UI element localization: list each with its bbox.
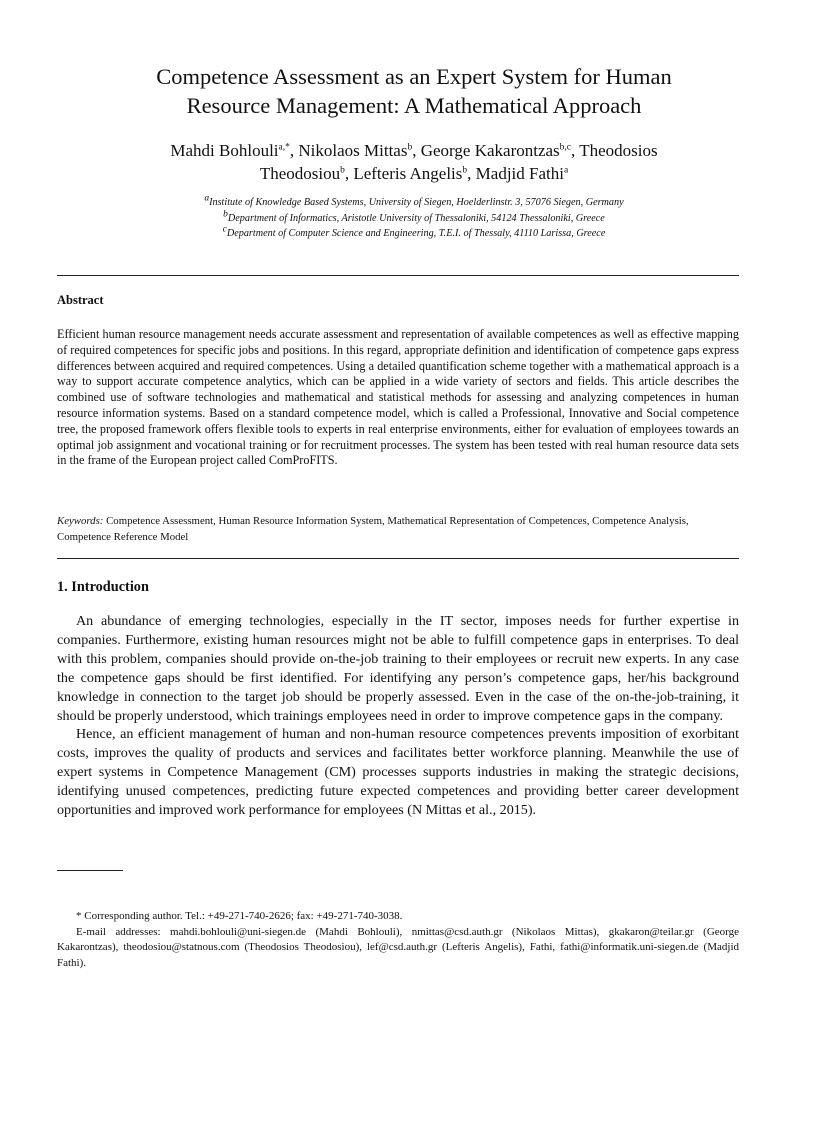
author-affiliation-mark: b,c [559,142,572,153]
author-affiliation-mark: b [340,165,345,176]
title-line-2: Resource Management: A Mathematical Approach [186,93,642,118]
keywords [57,514,739,545]
author-line-2: Theodosiou$^b$, Lefteris Angelis$^b$, Madjid Fathi$^a$ [259,164,569,183]
keywords-label: Keywords: [57,515,104,527]
affiliation [80,195,748,211]
author-affiliation-mark: b [407,142,413,153]
affiliation-text: Department of Informatics, Aristotle University of Thessaloniki, 54124 Thessaloniki, Greece [227,212,605,224]
author-affiliation-mark: a,* [278,142,290,153]
affiliation-list [80,195,748,242]
introduction-body [57,612,739,820]
footnotes [57,909,739,971]
affiliation-mark: a [204,193,210,204]
author-name-part: Theodosios [579,141,658,160]
affiliation-mark: c [222,224,227,235]
affiliation-text: Department of Computer Science and Engineering, T.E.I. of Thessaly, 41110 Larissa, Greece [226,228,606,239]
paper-title [80,62,748,120]
email-addresses-note: E-mail addresses: mahdi.bohlouli@uni-siegen.de (Mahdi Bohlouli), nmittas@csd.auth.gr (Nikolaos Mittas), gkakaron@teilar.gr (George Kakarontzas), theodosiou@statnous.com (Theodosios Theodosiou), lef@csd.auth.gr (Lefteris Angelis), Fathi, fathi@informatik.uni-siegen.de (Madjid Fathi). [57,925,739,969]
affiliation-text: Institute of Knowledge Based Systems, University of Siegen, Hoelderlinstr. 3, 57076 Siegen, Germany [209,197,624,208]
abstract-heading: Abstract [57,293,104,307]
affiliation [80,226,748,242]
keywords-text: Competence Assessment, Human Resource Information System, Mathematical Representation of Competences, Competence Analysis, Competence Reference Model [57,515,689,543]
affiliation-mark: b [223,209,228,220]
corresponding-author-note: * Corresponding author. Tel.: +49-271-740-2626; fax: +49-271-740-3038. [76,910,403,922]
paragraph: Hence, an efficient management of human and non-human resource competences prevents imposition of exorbitant costs, improves the quality of products and services and facilitates better workforce planning. Meanwhile the use of expert systems in Competence Management (CM) processes supports industries in making the strategic decisions, identifying unused competences, predicting future expected competences and providing better career development opportunities and improved work performance for employees (N Mittas et al., 2015). [57,726,739,819]
author-line-1: Mahdi Bohlouli$^{a,*}$, Nikolaos Mittas$^b$, George Kakarontzas$^{b,c}$, Theodosios [170,141,658,160]
section-heading-introduction: 1. Introduction [57,579,149,595]
author-affiliation-mark: b [462,165,468,176]
affiliation [80,211,748,227]
footnote-divider [57,870,123,871]
title-line-1: Competence Assessment as an Expert System for Human [156,64,672,89]
author-list [80,139,748,185]
author-name: Madjid Fathi [475,164,564,183]
abstract-divider [57,558,739,559]
author-affiliation-mark: a [563,165,569,176]
author-name: George Kakarontzas [420,141,560,160]
author-name-part: Theodosiou [259,164,341,183]
paragraph: An abundance of emerging technologies, especially in the IT sector, imposes needs for further expertise in companies. Furthermore, existing human resources might not be able to fulfill competence gaps in enterprises. To deal with this problem, companies should provide on-the-job training to their employees or recruit new experts. In any case the competence gaps should be first identified. For identifying any person’s competence gaps, her/his background knowledge in connection to the target job should be properly assessed. Even in the case of the on-the-job-training, it should be properly understood, which trainings employees need in order to improve competence gaps in the company. [57,613,739,724]
author-name: Mahdi Bohlouli [170,141,279,160]
author-name: Lefteris Angelis [353,164,463,183]
author-name: Nikolaos Mittas [298,141,408,160]
top-divider [57,275,739,276]
abstract-text: Efficient human resource management needs accurate assessment and representation of available competences as well as effective mapping of required competences for specific jobs and positions. In this regard, appropriate definition and identification of competence gaps express differences between acquired and required competences. Using a detailed quantification scheme together with a mathematical approach is a way to support accurate competence analytics, which can be applied in a wide variety of sectors and fields. This article describes the combined use of software technologies and mathematical and statistical methods for assessing and analyzing competences in human resource information systems. Based on a standard competence model, which is called a Professional, Innovative and Social competence tree, the proposed framework offers flexible tools to experts in real enterprise environments, either for evaluation of employees towards an optimal job assignment and vocational training or for recruitment processes. The system has been tested with real human resource data sets in the frame of the European project called ComProFITS. [57,327,739,468]
